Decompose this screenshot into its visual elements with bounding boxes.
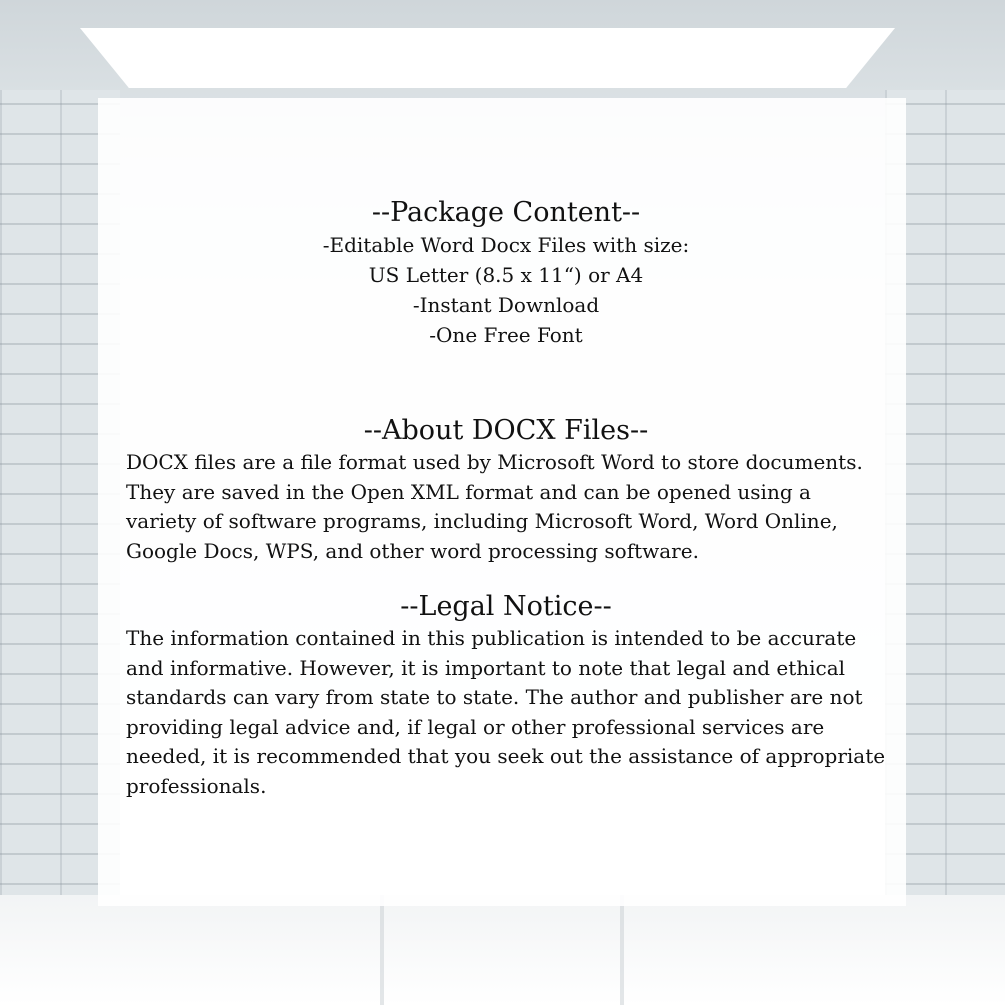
legal-notice-body: The information contained in this publication is intended to be accurate and informative. However, it is important to note that legal and ethical standards can vary from state to state. The author and publisher are not providing legal advice and, if legal or other professional services are needed, it is recommended that you seek out the assistance of appropriate professionals. <box>126 626 886 798</box>
info-content <box>126 196 886 801</box>
floor-seam <box>620 895 624 1005</box>
section-spacer <box>126 350 886 414</box>
package-line: -Editable Word Docx Files with size: <box>322 233 690 257</box>
legal-notice-heading: --Legal Notice-- <box>400 591 612 622</box>
legal-notice-section <box>126 590 886 801</box>
package-line: -One Free Font <box>429 323 583 347</box>
package-line: -Instant Download <box>412 293 600 317</box>
package-line: US Letter (8.5 x 11“) or A4 <box>368 263 644 287</box>
floor-seam <box>380 895 384 1005</box>
skylight <box>80 28 895 88</box>
about-docx-section <box>126 414 886 566</box>
floor <box>0 895 1005 1005</box>
package-content-section <box>126 196 886 350</box>
package-content-heading: --Package Content-- <box>371 197 641 228</box>
about-docx-body: DOCX files are a file format used by Microsoft Word to store documents. They are saved in the Open XML format and can be opened using a variety of software programs, including Microsoft Word, Word Online, Google Docs, WPS, and other word processing software. <box>126 450 863 563</box>
about-docx-heading: --About DOCX Files-- <box>363 415 649 446</box>
section-spacer <box>126 566 886 590</box>
